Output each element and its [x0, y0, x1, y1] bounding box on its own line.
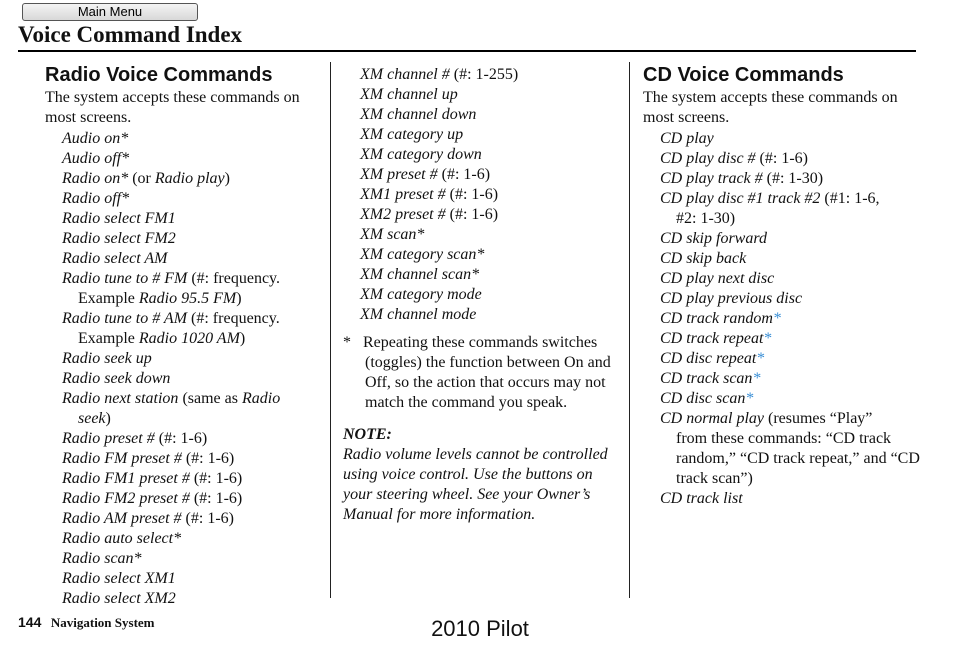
cd-intro-text: The system accepts these commands on most screens. — [643, 89, 898, 126]
cd-commands-column — [643, 63, 928, 509]
command-text: CD normal play — [660, 410, 764, 427]
command-item — [660, 189, 928, 229]
command-item — [360, 105, 618, 125]
command-item — [660, 169, 928, 189]
command-item — [660, 369, 928, 389]
xm-commands-column — [343, 65, 618, 525]
command-item — [62, 149, 317, 169]
command-item — [660, 409, 928, 489]
command-range: (#: 1-30) — [762, 170, 824, 187]
command-text: CD track random — [660, 310, 773, 327]
command-continuation — [62, 409, 317, 429]
command-text: XM category mode — [360, 286, 482, 303]
command-item — [62, 349, 317, 369]
command-range: (or — [128, 170, 155, 187]
command-item — [660, 129, 928, 149]
command-range: (#: 1-6) — [437, 166, 491, 183]
command-range: (same as — [178, 390, 242, 407]
toggle-asterisk: * — [752, 370, 761, 387]
command-text: CD play disc # — [660, 150, 756, 167]
command-text: Radio on* — [62, 170, 129, 187]
command-item — [62, 369, 317, 389]
command-range: (#: 1-6) — [181, 510, 234, 527]
toggle-asterisk: * — [763, 330, 772, 347]
command-item — [62, 189, 317, 209]
command-text: Radio FM2 preset # — [62, 490, 190, 507]
command-item — [62, 489, 317, 509]
command-text: XM1 preset # — [360, 186, 446, 203]
command-text: Radio next station — [62, 390, 179, 407]
command-text: Radio scan* — [62, 550, 142, 567]
command-item — [62, 169, 317, 189]
command-alias: Radio play — [154, 170, 225, 187]
command-text: CD disc repeat — [660, 350, 757, 367]
command-text: CD track list — [660, 490, 743, 507]
command-text: CD play next disc — [660, 270, 775, 287]
main-menu-button[interactable]: Main Menu — [22, 3, 198, 21]
command-item — [660, 309, 928, 329]
command-text: XM2 preset # — [360, 206, 446, 223]
command-text: Radio seek down — [62, 370, 171, 387]
command-text: CD track scan — [660, 370, 753, 387]
command-example: Radio 95.5 FM — [138, 290, 237, 307]
command-range: (#: frequency. — [187, 310, 280, 327]
command-item — [62, 249, 317, 269]
radio-commands-column — [45, 63, 317, 609]
command-continuation — [660, 429, 928, 489]
command-text: Radio AM preset # — [62, 510, 182, 527]
command-text: CD play disc #1 track #2 — [660, 190, 821, 207]
command-text: Radio select XM2 — [62, 590, 176, 607]
command-range: (#: 1-6) — [755, 150, 808, 167]
command-text: CD play track # — [660, 170, 763, 187]
footnote-marker: * — [343, 334, 351, 351]
command-text: XM channel scan* — [360, 266, 480, 283]
watermark: 2010 Pilot — [431, 616, 529, 641]
command-item — [62, 269, 317, 309]
command-item — [660, 389, 928, 409]
page-title: Voice Command Index — [18, 22, 243, 47]
command-item — [660, 269, 928, 289]
command-example: Radio 1020 AM — [138, 330, 240, 347]
command-range: (#: 1-6) — [154, 430, 208, 447]
command-text: XM channel down — [360, 106, 477, 123]
command-item — [660, 149, 928, 169]
command-range: (#: 1-6) — [445, 206, 499, 223]
command-continuation — [62, 329, 317, 349]
command-item — [360, 245, 618, 265]
column-divider — [330, 62, 331, 598]
cd-command-list — [643, 129, 928, 509]
command-range: (#: 1-6) — [189, 470, 243, 487]
command-item — [360, 85, 618, 105]
column-divider — [629, 62, 630, 598]
command-text: Radio FM preset # — [62, 450, 182, 467]
command-suffix: ) — [105, 410, 111, 427]
command-detail: Example — [78, 330, 139, 347]
page-number: 144 — [18, 614, 42, 630]
radio-command-list — [45, 129, 317, 609]
command-range: (#: 1-6) — [189, 490, 243, 507]
note-label: NOTE: — [343, 426, 392, 443]
command-text: XM scan* — [360, 226, 425, 243]
note-text: Radio volume levels cannot be controlled using voice control. Use the buttons on your steering wheel. See your Owner’s Manual for more information. — [343, 446, 608, 523]
command-suffix: ) — [224, 170, 230, 187]
command-detail: #2: 1-30) — [676, 210, 736, 227]
command-text: Radio select FM1 — [62, 210, 176, 227]
command-item — [660, 249, 928, 269]
command-item — [660, 489, 928, 509]
footnote-text: Repeating these commands switches (toggles) the function between On and Off, so the action that occurs may not match the command you speak. — [363, 334, 611, 411]
toggle-asterisk: * — [745, 390, 754, 407]
command-text: Radio select AM — [62, 250, 168, 267]
toggle-asterisk: * — [756, 350, 765, 367]
command-text: Audio on* — [62, 130, 129, 147]
command-item — [360, 185, 618, 205]
command-item — [62, 589, 317, 609]
command-text: XM category scan* — [360, 246, 485, 263]
command-range: (resumes “Play” — [764, 410, 873, 427]
volume-note — [343, 425, 618, 525]
command-text: CD play previous disc — [660, 290, 803, 307]
command-range: (#: 1-6) — [445, 186, 499, 203]
command-item — [62, 549, 317, 569]
command-item — [360, 265, 618, 285]
toggle-asterisk: * — [772, 310, 781, 327]
xm-command-list — [343, 65, 618, 325]
command-text: Radio select FM2 — [62, 230, 176, 247]
command-item — [660, 289, 928, 309]
command-suffix: ) — [239, 330, 246, 347]
command-text: Radio off* — [62, 190, 130, 207]
command-detail: from these commands: “CD track random,” “CD track repeat,” and “CD track scan”) — [676, 430, 920, 487]
command-item — [62, 449, 317, 469]
cd-section-heading: CD Voice Commands — [643, 64, 844, 86]
command-item — [62, 569, 317, 589]
command-text: Radio tune to # AM — [62, 310, 188, 327]
command-text: XM channel # — [360, 66, 450, 83]
command-item — [360, 285, 618, 305]
command-item — [62, 129, 317, 149]
command-item — [360, 145, 618, 165]
radio-intro-text: The system accepts these commands on most screens. — [45, 89, 300, 126]
command-item — [62, 469, 317, 489]
command-text: XM preset # — [360, 166, 438, 183]
command-text: XM channel mode — [360, 306, 477, 323]
command-item — [62, 309, 317, 349]
command-suffix: ) — [236, 290, 242, 307]
command-text: CD track repeat — [660, 330, 764, 347]
command-text: Radio seek up — [62, 350, 152, 367]
command-text: XM category up — [360, 126, 464, 143]
command-text: CD skip forward — [660, 230, 767, 247]
radio-section-heading: Radio Voice Commands — [45, 64, 273, 86]
command-text: Radio tune to # FM — [62, 270, 188, 287]
command-text: XM channel up — [360, 86, 458, 103]
command-item — [660, 329, 928, 349]
command-text: Radio FM1 preset # — [62, 470, 190, 487]
title-divider — [18, 50, 916, 52]
command-range: (#1: 1-6, — [820, 190, 880, 207]
footer-section-name: Navigation System — [50, 615, 155, 630]
command-item — [62, 229, 317, 249]
command-example: seek — [78, 410, 106, 427]
command-range: (#: 1-6) — [181, 450, 235, 467]
command-text: Audio off* — [62, 150, 130, 167]
command-item — [360, 225, 618, 245]
command-item — [360, 205, 618, 225]
command-continuation — [62, 289, 317, 309]
command-item — [360, 305, 618, 325]
command-item — [360, 165, 618, 185]
command-text: CD play — [660, 130, 714, 147]
command-item — [360, 125, 618, 145]
command-item — [360, 65, 618, 85]
command-item — [62, 529, 317, 549]
toggle-footnote — [343, 333, 618, 413]
command-item — [660, 229, 928, 249]
command-text: XM category down — [360, 146, 482, 163]
command-item — [660, 349, 928, 369]
command-item — [62, 209, 317, 229]
command-alias: Radio — [241, 390, 281, 407]
command-text: Radio auto select* — [62, 530, 182, 547]
command-text: Radio preset # — [62, 430, 155, 447]
command-text: CD skip back — [660, 250, 747, 267]
command-text: Radio select XM1 — [62, 570, 176, 587]
command-item — [62, 509, 317, 529]
command-item — [62, 389, 317, 429]
command-range: (#: 1-255) — [449, 66, 519, 83]
command-continuation — [660, 209, 928, 229]
command-range: (#: frequency. — [187, 270, 281, 287]
command-item — [62, 429, 317, 449]
command-detail: Example — [78, 290, 139, 307]
command-text: CD disc scan — [660, 390, 746, 407]
